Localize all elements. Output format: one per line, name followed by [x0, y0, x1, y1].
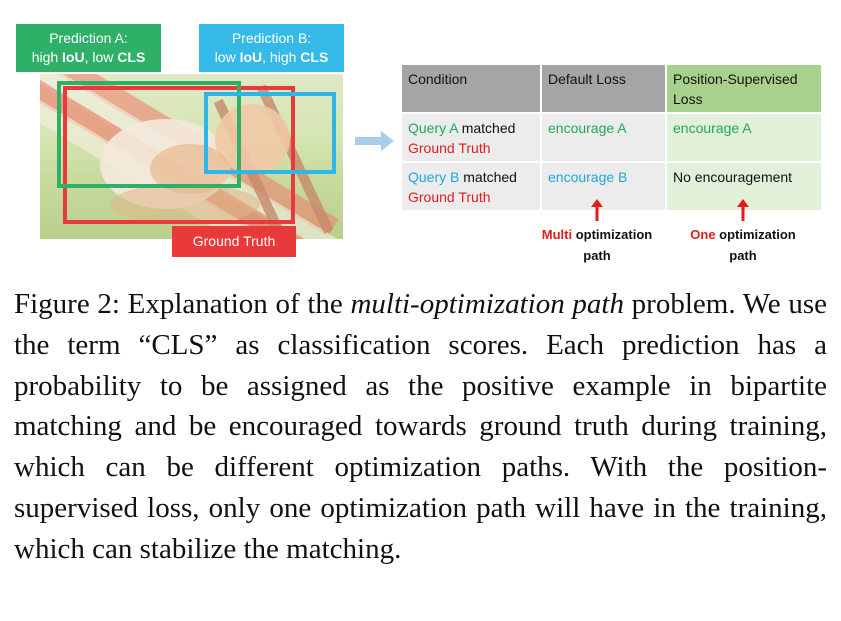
up-arrow-icon: [737, 199, 749, 221]
position-supervised-cell: encourage A: [666, 113, 821, 162]
header-condition: Condition: [401, 65, 541, 113]
table-row: [401, 113, 821, 162]
one-path-note: One optimization path: [690, 227, 796, 263]
figure-caption: Figure 2: Explanation of the multi-optimization path problem. We use the term “CLS” as classification scores. Each prediction has a probability to be assigned as the positive example in bipartite matching and be encouraged towards ground truth during training, which can be different optimization paths. With the position-supervised loss, only one optimization path will have in the training, which can stabilize the matching.: [14, 288, 827, 565]
header-position-supervised-loss: Position-Supervised Loss: [666, 65, 821, 113]
right-arrow-icon: [355, 130, 395, 152]
condition-cell: Query A matched Ground Truth: [401, 113, 541, 162]
prediction-a-label: [16, 24, 161, 72]
loss-comparison-table: [400, 65, 821, 212]
default-loss-cell: encourage A: [541, 113, 666, 162]
up-arrow-icon: [591, 199, 603, 221]
table-row: [401, 162, 821, 211]
figure: [0, 0, 841, 278]
prediction-b-label: [199, 24, 344, 72]
ground-truth-label: Ground Truth: [172, 226, 296, 257]
header-default-loss: Default Loss: [541, 65, 666, 113]
default-loss-cell: encourage B: [541, 162, 666, 211]
prediction-b-title: Prediction B:: [231, 30, 312, 46]
prediction-b-desc: low IoU, high CLS: [214, 49, 329, 65]
condition-cell: Query B matched Ground Truth: [401, 162, 541, 211]
multi-path-note: Multi optimization path: [541, 227, 653, 263]
prediction-b-box: [204, 92, 336, 174]
prediction-a-desc: high IoU, low CLS: [31, 49, 146, 65]
position-supervised-cell: No encouragement: [666, 162, 821, 211]
prediction-a-title: Prediction A:: [49, 30, 128, 46]
